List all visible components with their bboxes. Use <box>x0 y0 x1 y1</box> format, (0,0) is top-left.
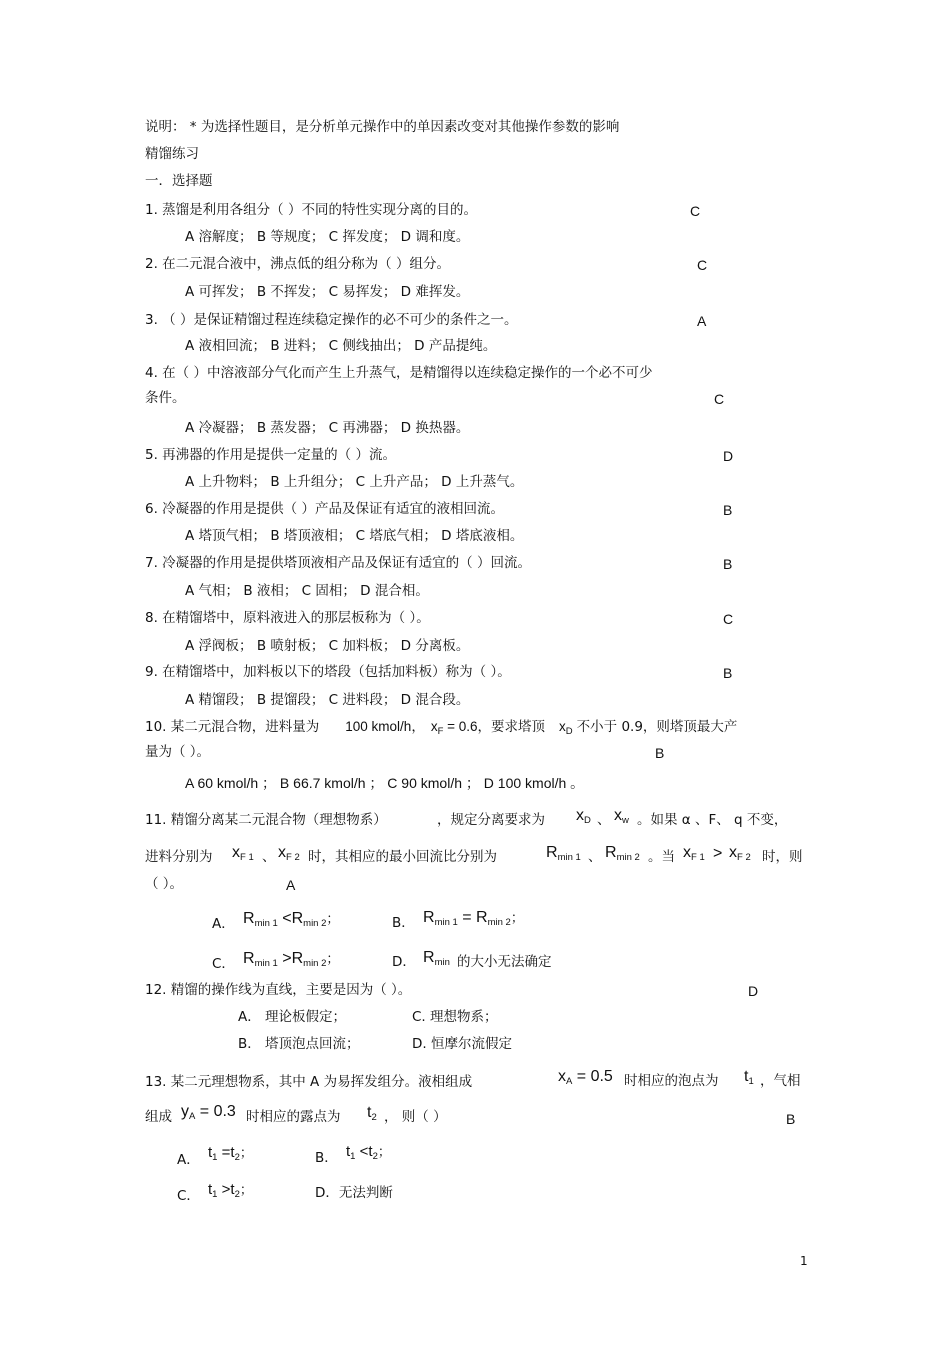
q11-rmin1: Rmin 1 <box>546 844 581 863</box>
q11-option-b-expr: Rmin 1 = Rmin 2； <box>423 909 524 928</box>
options-3: A 液相回流； B 进料； C 侧线抽出； D 产品提纯。 <box>185 338 497 354</box>
q11-option-a-expr: Rmin 1 <Rmin 2； <box>243 910 340 929</box>
answer-6: B <box>723 502 733 518</box>
q13-t2: t2 <box>367 1104 377 1123</box>
q12-option-b: B． 塔顶泡点回流； <box>238 1036 360 1052</box>
q11-rmin2: Rmin 2 <box>605 844 640 863</box>
answer-10: B <box>655 745 665 761</box>
answer-7: B <box>723 556 733 572</box>
question-11-line2d: 时，则 <box>762 849 803 865</box>
q11-xf2: xF 2 <box>278 844 300 863</box>
q10-xf-val: = 0.6，要求塔顶 <box>443 719 546 734</box>
options-1: A 溶解度； B 等规度； C 挥发度； D 调和度。 <box>185 229 470 245</box>
page-title: 精馏练习 <box>145 146 199 162</box>
question-11-line1c: 。如果 α 、F、 q 不变， <box>637 812 788 828</box>
question-12: 12. 精馏的操作线为直线，主要是因为（ ）。 <box>145 982 412 998</box>
page-number: 1 <box>800 1254 808 1268</box>
q11-xf2-b: xF 2 <box>729 844 751 863</box>
q13-option-b-expr: $t_1 <t_2$； <box>346 1143 391 1162</box>
q11-xf1-b: xF 1 <box>683 844 705 863</box>
q11-option-d-text: 的大小无法确定 <box>457 954 552 970</box>
options-8: A 浮阀板； B 喷射板； C 加料板； D 分离板。 <box>185 638 470 654</box>
q11-option-d-expr: Rmin <box>423 949 450 968</box>
note-line: 说明： * 为选择性题目，是分析单元操作中的单因素改变对其他操作参数的影响 <box>145 119 620 135</box>
q13-option-c-expr: $t_1 >t_2$； <box>208 1181 253 1200</box>
q10-feed: 100 kmol/h <box>345 719 412 734</box>
question-11-line3: （ ）。 <box>145 876 184 892</box>
question-2: 2. 在二元混合液中，沸点低的组分称为（ ）组分。 <box>145 256 450 272</box>
section-heading: 一．选择题 <box>145 173 213 189</box>
question-11-line2b: 时，其相应的最小回流比分别为 <box>308 849 497 865</box>
question-11-line1b: ，规定分离要求为 <box>437 812 545 828</box>
question-7: 7. 冷凝器的作用是提供塔顶液相产品及保证有适宜的（ ）回流。 <box>145 555 531 571</box>
q13-option-b: B． <box>315 1150 338 1166</box>
q12-option-d: D. 恒摩尔流假定 <box>412 1036 512 1052</box>
question-11-line2a: 进料分别为 <box>145 849 213 865</box>
q10-xd: x <box>559 719 566 734</box>
q13-ya: yA = 0.3 <box>181 1103 236 1122</box>
q12-option-a: A． 理论板假定； <box>238 1009 347 1025</box>
q11-option-a: A． <box>212 916 235 932</box>
question-8: 8. 在精馏塔中，原料液进入的那层板称为（ ）。 <box>145 610 430 626</box>
question-6: 6. 冷凝器的作用是提供（ ）产品及保证有适宜的液相回流。 <box>145 501 504 517</box>
question-13-line2c: ， 则（ ） <box>384 1109 447 1125</box>
q13-option-a: A． <box>177 1152 200 1168</box>
answer-1: C <box>690 203 701 219</box>
q10-xf-sub: F <box>437 726 444 737</box>
options-4: A 冷凝器； B 蒸发器； C 再沸器； D 换热器。 <box>185 420 470 436</box>
options-5: A 上升物料； B 上升组分； C 上升产品； D 上升蒸气。 <box>185 474 524 490</box>
q12-option-c: C. 理想物系； <box>412 1009 498 1025</box>
options-7: A 气相； B 液相； C 固相； D 混合相。 <box>185 583 429 599</box>
q11-gt: > <box>713 845 723 862</box>
answer-3: A <box>697 313 707 329</box>
answer-9: B <box>723 665 733 681</box>
q11-option-d: D． <box>392 954 416 970</box>
question-13-line2a: 组成 <box>145 1109 172 1125</box>
q11-sep: 、 <box>597 812 611 828</box>
question-5: 5. 再沸器的作用是提供一定量的（ ）流。 <box>145 447 396 463</box>
question-1: 1. 蒸馏是利用各组分（ ）不同的特性实现分离的目的。 <box>145 202 477 218</box>
q11-xw: xw <box>614 807 629 826</box>
q11-sep2: 、 <box>262 849 276 865</box>
answer-2: C <box>697 257 708 273</box>
q10-xd-sub: D <box>565 726 573 737</box>
question-13-line1b: 时相应的泡点为 <box>624 1073 719 1089</box>
q11-xf1: xF 1 <box>232 844 254 863</box>
q11-option-b: B． <box>392 915 415 931</box>
q11-sep3: 、 <box>588 849 602 865</box>
answer-8: C <box>723 611 734 627</box>
answer-13: B <box>786 1111 796 1127</box>
q13-t1: t1 <box>744 1068 754 1087</box>
q13-xa: xA = 0.5 <box>558 1068 613 1087</box>
q10-xf: x <box>430 719 438 734</box>
question-9: 9. 在精馏塔中，加料板以下的塔段（包括加料板）称为（ ）。 <box>145 664 511 680</box>
options-9: A 精馏段； B 提馏段； C 进料段； D 混合段。 <box>185 692 470 708</box>
question-10-line2: 量为（ ）。 <box>145 744 211 760</box>
question-13-line1c: ，气相 <box>760 1073 801 1089</box>
q10-text-b: 不小于 0.9，则塔顶最大产 <box>576 719 738 735</box>
options-6: A 塔顶气相； B 塔顶液相； C 塔底气相； D 塔底液相。 <box>185 528 524 544</box>
question-4: 4. 在（ ）中溶液部分气化而产生上升蒸气，是精馏得以连续稳定操作的一个必不可少 <box>145 365 653 381</box>
question-13-line2b: 时相应的露点为 <box>246 1109 341 1125</box>
answer-5: D <box>723 448 734 464</box>
answer-4: C <box>714 391 725 407</box>
options-2: A 可挥发； B 不挥发； C 易挥发； D 难挥发。 <box>185 284 470 300</box>
question-13-line1a: 13. 某二元理想物系，其中 A 为易挥发组分。液相组成 <box>145 1074 473 1090</box>
question-3: 3. （ ）是保证精馏过程连续稳定操作的必不可少的条件之一。 <box>145 312 518 328</box>
q13-option-c: C． <box>177 1188 200 1204</box>
options-10: A 60 kmol/h ； B 66.7 kmol/h ； C 90 kmol/h ； D 100 kmol/h 。 <box>185 775 585 791</box>
question-4-cont: 条件。 <box>145 390 186 406</box>
q13-option-d: D．无法判断 <box>315 1185 393 1201</box>
q11-xd: xD <box>576 807 591 826</box>
q10-text-a: 10. 某二元混合物，进料量为 <box>145 719 320 735</box>
question-10-line1: 10. 某二元混合物，进料量为 100 kmol/h， $x_F = 0.6$，要求塔顶 $x_D$ 不小于 0.9，则塔顶最大产 <box>145 719 738 737</box>
q13-option-a-expr: $t_1 =t_2$； <box>208 1144 253 1163</box>
q11-option-c: C． <box>212 956 235 972</box>
q11-option-c-expr: Rmin 1 >Rmin 2； <box>243 950 340 969</box>
question-11-line2c: 。当 <box>648 849 675 865</box>
answer-12: D <box>748 983 759 999</box>
question-11-line1a: 11. 精馏分离某二元混合物（理想物系） <box>145 812 387 828</box>
answer-11: A <box>286 877 296 893</box>
